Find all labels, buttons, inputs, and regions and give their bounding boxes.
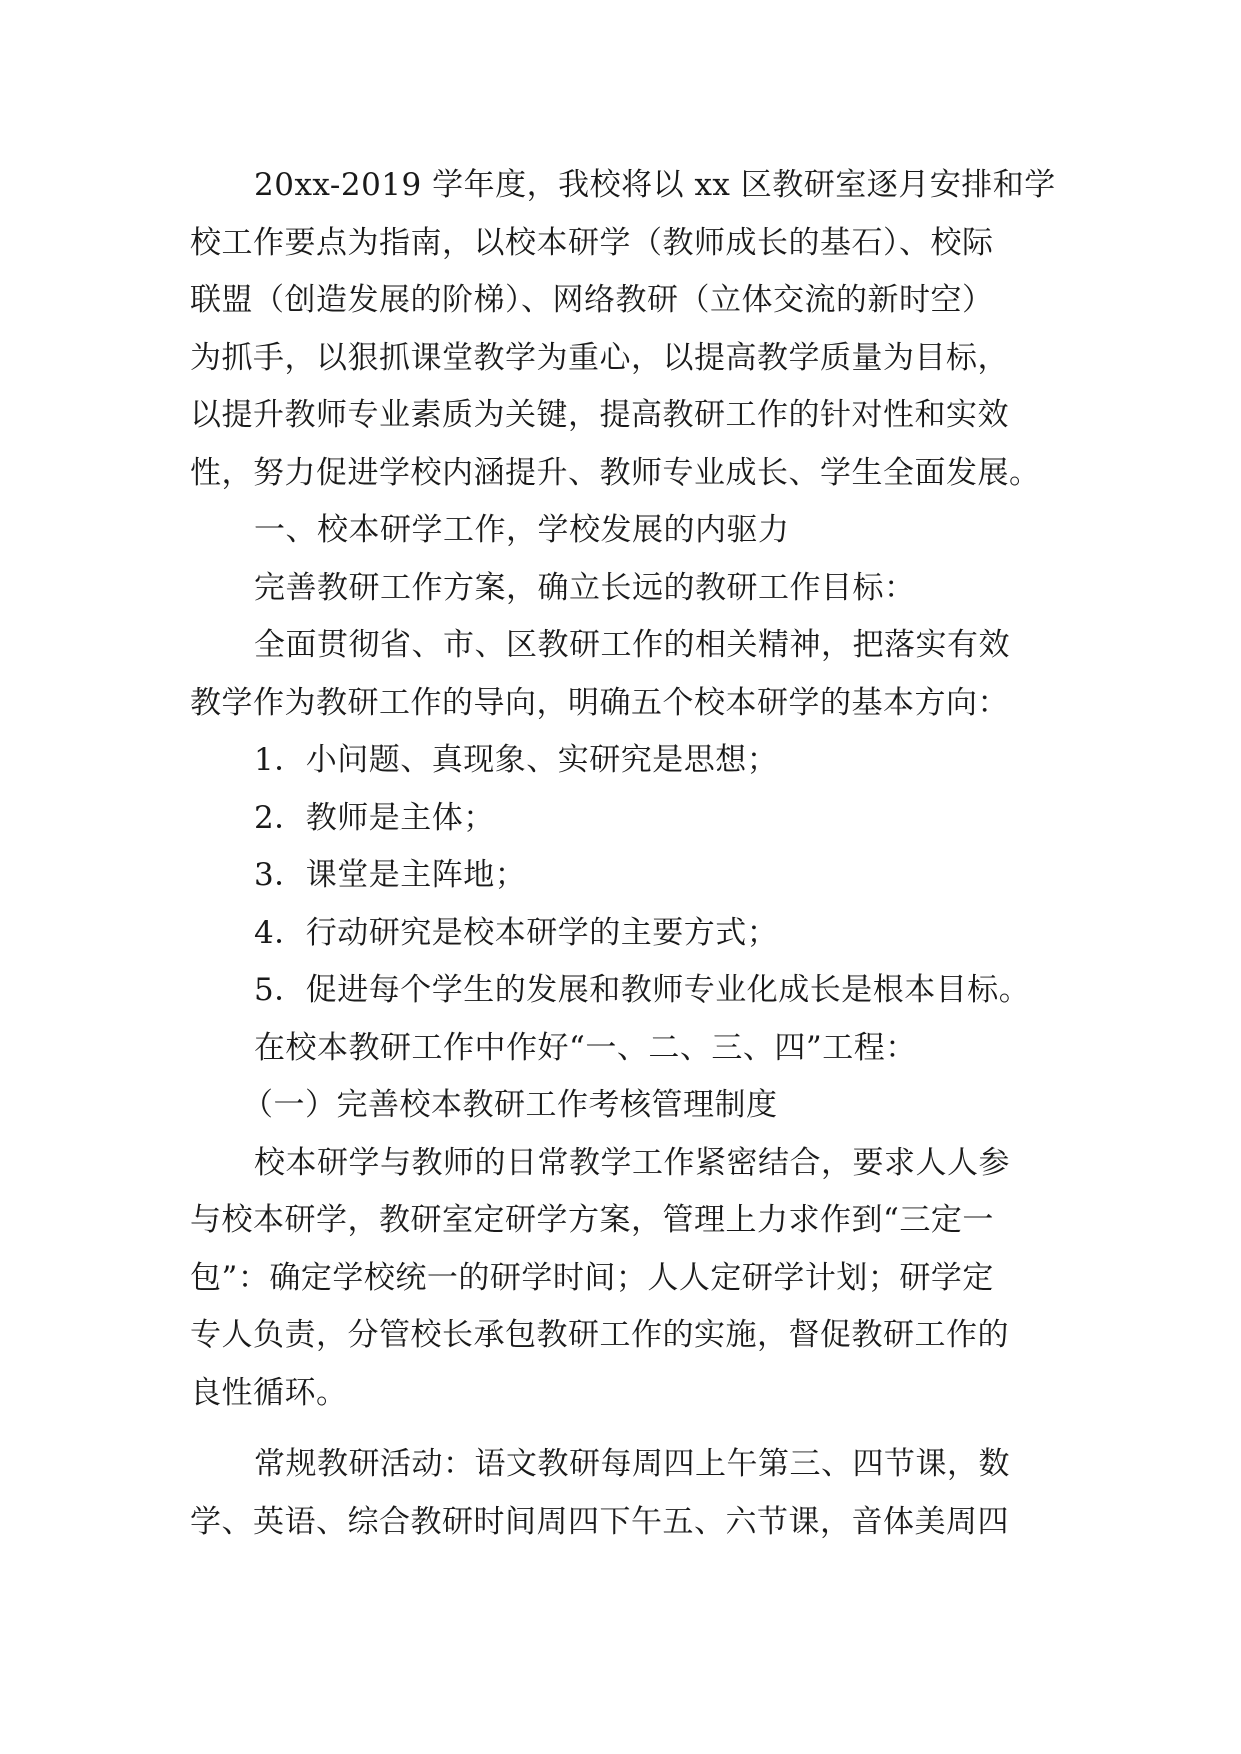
- list-item-3: [190, 847, 1070, 905]
- text-line: 良性循环。: [190, 1374, 348, 1411]
- list-item-line: 1．小问题、真现象、实研究是思想；: [254, 742, 779, 778]
- list-item-4: [190, 905, 1070, 963]
- text-line: 包”：确定学校统一的研学时间；人人定研学计划；研学定: [190, 1259, 994, 1296]
- text-line: 以提升教师专业素质为关键，提高教研工作的针对性和实效: [190, 397, 1009, 433]
- paragraph-routine: [190, 1436, 1070, 1551]
- text-line: 20xx-2019 学年度，我校将以 xx 区教研室逐月安排和学: [254, 167, 1056, 203]
- section-heading-1: [190, 502, 1070, 560]
- text-line: 联盟（创造发展的阶梯）、网络教研（立体交流的新时空）: [190, 282, 994, 318]
- paragraph-plan-goal: [190, 560, 1070, 618]
- list-item-line: 5．促进每个学生的发展和教师专业化成长是根本目标。: [254, 972, 1031, 1008]
- list-item-1: [190, 732, 1070, 790]
- list-item-2: [190, 790, 1070, 848]
- text-line: 专人负责，分管校长承包教研工作的实施，督促教研工作的: [190, 1317, 1009, 1353]
- document-body: [190, 157, 1070, 1551]
- text-line: 校本研学与教师的日常教学工作紧密结合，要求人人参: [254, 1144, 1010, 1181]
- subsection-heading-1: [190, 1077, 1070, 1135]
- heading-line: （一）完善校本教研工作考核管理制度: [242, 1087, 778, 1123]
- list-item-line: 2．教师是主体；: [254, 799, 495, 836]
- paragraph-project: [190, 1020, 1070, 1078]
- text-line: 在校本教研工作中作好“一、二、三、四”工程：: [254, 1029, 917, 1066]
- text-line: 完善教研工作方案，确立长远的教研工作目标：: [254, 569, 916, 606]
- list-item-line: 4．行动研究是校本研学的主要方式；: [254, 914, 779, 951]
- list-item-line: 3．课堂是主阵地；: [254, 857, 527, 893]
- text-line: 与校本研学，教研室定研学方案，管理上力求作到“三定一: [190, 1202, 994, 1238]
- text-line: 学、英语、综合教研时间周四下午五、六节课，音体美周四: [190, 1503, 1009, 1540]
- paragraph-management: [190, 1135, 1070, 1423]
- text-line: 性，努力促进学校内涵提升、教师专业成长、学生全面发展。: [190, 454, 1041, 491]
- text-line: 全面贯彻省、市、区教研工作的相关精神，把落实有效: [254, 627, 1010, 663]
- text-line: 校工作要点为指南，以校本研学（教师成长的基石）、校际: [190, 224, 994, 261]
- heading-line: 一、校本研学工作，学校发展的内驱力: [254, 512, 790, 548]
- paragraph-intro: [190, 157, 1070, 502]
- paragraph-directions: [190, 617, 1070, 732]
- text-line: 教学作为教研工作的导向，明确五个校本研学的基本方向：: [190, 684, 1009, 721]
- list-item-5: [190, 962, 1070, 1020]
- text-line: 为抓手，以狠抓课堂教学为重心，以提高教学质量为目标，: [190, 339, 1009, 376]
- text-line: 常规教研活动：语文教研每周四上午第三、四节课，数: [254, 1446, 1010, 1482]
